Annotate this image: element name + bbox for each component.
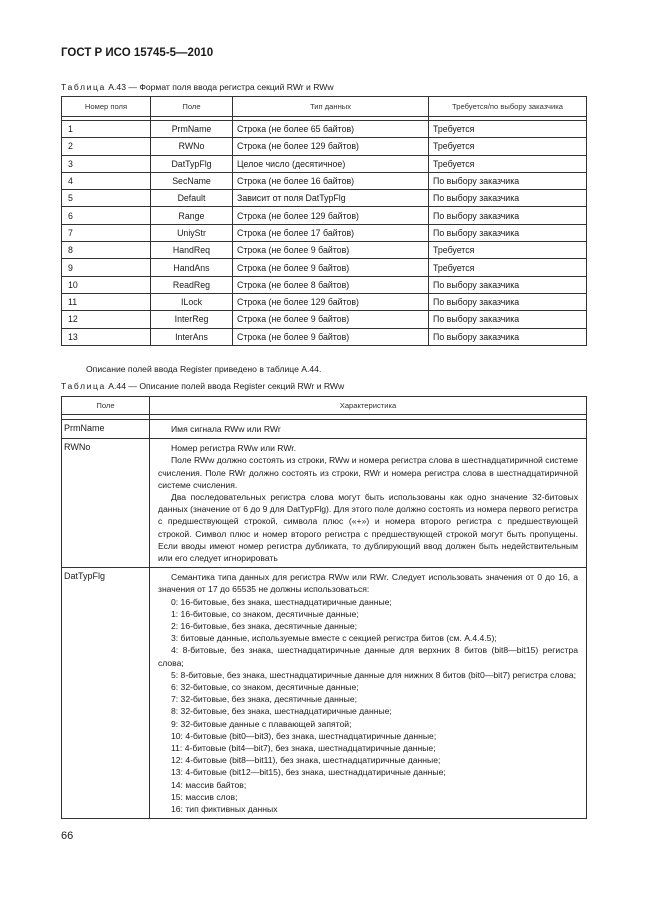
- field-number: 11: [62, 293, 151, 310]
- field-number: 5: [62, 190, 151, 207]
- field-number: 4: [62, 172, 151, 189]
- field-description: [150, 439, 587, 568]
- field-name: SecName: [151, 172, 233, 189]
- field-name: HandAns: [151, 259, 233, 276]
- table-row: [62, 121, 587, 138]
- field-number: 1: [62, 121, 151, 138]
- value-list-item: 2: 16-битовые, без знака, десятичные данные;: [171, 621, 358, 632]
- caption-prefix: Таблица: [61, 381, 106, 391]
- value-list-item: 11: 4-битовые (bit4—bit7), без знака, шестнадцатиричные данные;: [171, 743, 436, 754]
- value-list-item: 4: 8-битовые, без знака, шестнадцатиричные данные для верхних 8 битов (bit8—bit15) регистра слова;: [158, 645, 578, 668]
- requirement: Требуется: [429, 121, 587, 138]
- value-list-item: 10: 4-битовые (bit0—bit3), без знака, шестнадцатиричные данные;: [171, 730, 437, 741]
- description-paragraph: Имя сигнала RWw или RWr: [171, 424, 281, 434]
- data-type: Строка (не более 129 байтов): [233, 293, 429, 310]
- data-type: Строка (не более 129 байтов): [233, 138, 429, 155]
- data-type: Строка (не более 9 байтов): [233, 311, 429, 328]
- requirement: По выбору заказчика: [429, 276, 587, 293]
- data-type: Строка (не более 8 байтов): [233, 276, 429, 293]
- table-a43-caption: [61, 82, 334, 92]
- column-header: Характеристика: [150, 397, 587, 415]
- data-type: Строка (не более 9 байтов): [233, 242, 429, 259]
- table-reference-note: Описание полей ввода Register приведено в таблице А.44.: [86, 364, 322, 374]
- requirement: Требуется: [429, 259, 587, 276]
- table-row: [62, 242, 587, 259]
- field-name: PrmName: [62, 420, 150, 439]
- field-name: InterAns: [151, 328, 233, 345]
- field-name: ReadReg: [151, 276, 233, 293]
- data-type: Целое число (десятичное): [233, 155, 429, 172]
- field-name: PrmName: [151, 121, 233, 138]
- requirement: По выбору заказчика: [429, 172, 587, 189]
- value-list-item: 12: 4-битовые (bit8—bit11), без знака, шестнадцатиричные данные;: [171, 755, 441, 766]
- data-type: Строка (не более 17 байтов): [233, 224, 429, 241]
- page-number: 66: [61, 830, 74, 842]
- field-description: [150, 568, 587, 819]
- field-number: 7: [62, 224, 151, 241]
- table-row: [62, 293, 587, 310]
- field-name: RWNo: [62, 439, 150, 568]
- data-type: Строка (не более 9 байтов): [233, 328, 429, 345]
- table-row: [62, 439, 587, 568]
- field-number: 9: [62, 259, 151, 276]
- requirement: Требуется: [429, 242, 587, 259]
- table-row: [62, 420, 587, 439]
- value-list-item: 7: 32-битовые, без знака, десятичные данные;: [171, 694, 358, 705]
- table-row: [62, 568, 587, 819]
- table-row: [62, 207, 587, 224]
- table-a43: [61, 96, 587, 346]
- column-header: Требуется/по выбору заказчика: [429, 97, 587, 117]
- field-name: DatTypFlg: [62, 568, 150, 819]
- table-row: [62, 138, 587, 155]
- table-row: [62, 276, 587, 293]
- value-list-item: 3: битовые данные, используемые вместе с секцией регистра битов (см. А.4.4.5);: [171, 633, 497, 644]
- column-header: Номер поля: [62, 97, 151, 117]
- data-type: Строка (не более 9 байтов): [233, 259, 429, 276]
- field-number: 2: [62, 138, 151, 155]
- value-list-item: 1: 16-битовые, со знаком, десятичные данные;: [171, 608, 359, 619]
- field-name: Default: [151, 190, 233, 207]
- column-header: Поле: [62, 397, 150, 415]
- data-type: Строка (не более 16 байтов): [233, 172, 429, 189]
- field-description: [150, 420, 587, 439]
- value-list-item: 8: 32-битовые, без знака, шестнадцатиричные данные;: [171, 706, 392, 717]
- column-header: Тип данных: [233, 97, 429, 117]
- requirement: По выбору заказчика: [429, 311, 587, 328]
- field-name: Range: [151, 207, 233, 224]
- caption-prefix: Таблица: [61, 82, 106, 92]
- table-row: [62, 311, 587, 328]
- document-header: ГОСТ Р ИСО 15745-5—2010: [61, 47, 214, 59]
- requirement: По выбору заказчика: [429, 190, 587, 207]
- value-list-item: 9: 32-битовые данные с плавающей запятой;: [171, 718, 352, 729]
- table-a44-caption: [61, 381, 344, 391]
- table-row: [62, 328, 587, 345]
- value-list-item: 15: массив слов;: [171, 791, 238, 802]
- field-name: UniyStr: [151, 224, 233, 241]
- table-row: [62, 259, 587, 276]
- value-list-item: 14: массив байтов;: [171, 779, 247, 790]
- table-row: [62, 224, 587, 241]
- requirement: По выбору заказчика: [429, 293, 587, 310]
- field-number: 13: [62, 328, 151, 345]
- value-list-item: 13: 4-битовые (bit12—bit15), без знака, шестнадцатиричные данные;: [171, 767, 446, 778]
- value-list-item: 16: тип фиктивных данных: [171, 804, 278, 815]
- field-name: RWNo: [151, 138, 233, 155]
- description-paragraph: Поле RWw должно состоять из строки, RWw и номера регистра слова в шестнадцатиричной системе счисления. Поле RWr должно состоять из строки, RWr и номера регистра слова в шестнадцатиричной системе счисления.: [158, 455, 578, 490]
- field-number: 8: [62, 242, 151, 259]
- table-a44: [61, 396, 587, 819]
- requirement: Требуется: [429, 138, 587, 155]
- description-paragraph: Два последовательных регистра слова могут быть использованы как одно значение 32-битовых данных (значение от 6 до 9 для DatTypFlg). Для этого поле должно состоять из номера первого регистра с предшествующей строкой, символа плюс («+») и номера второго регистра с предшествующей строкой. Символ плюс и номер второго регистра с предшествующей строкой могут быть пропущены. Если вводы имеют номер регистра дубликата, то дублирующий ввод должен быть недействительным или его следует игнорировать: [158, 492, 578, 564]
- column-header: Поле: [151, 97, 233, 117]
- table-header-row: [62, 397, 587, 415]
- field-number: 12: [62, 311, 151, 328]
- requirement: По выбору заказчика: [429, 224, 587, 241]
- table-row: [62, 155, 587, 172]
- requirement: Требуется: [429, 155, 587, 172]
- table-header-row: [62, 97, 587, 117]
- caption-text: А.44 — Описание полей ввода Register секций RWr и RWw: [108, 381, 345, 391]
- table-row: [62, 172, 587, 189]
- field-name: HandReq: [151, 242, 233, 259]
- field-name: DatTypFlg: [151, 155, 233, 172]
- description-paragraph: Семантика типа данных для регистра RWw или RWr. Следует использовать значения от 0 до 16, а значения от 17 до 65535 не должны использоваться:: [158, 572, 578, 595]
- requirement: По выбору заказчика: [429, 328, 587, 345]
- field-number: 6: [62, 207, 151, 224]
- data-type: Строка (не более 65 байтов): [233, 121, 429, 138]
- caption-text: А.43 — Формат поля ввода регистра секций RWr и RWw: [108, 82, 334, 92]
- requirement: По выбору заказчика: [429, 207, 587, 224]
- field-name: InterReg: [151, 311, 233, 328]
- value-list-item: 5: 8-битовые, без знака, шестнадцатиричные данные для нижних 8 битов (bit0—bit7) регистра слова;: [171, 669, 576, 680]
- field-name: ILock: [151, 293, 233, 310]
- field-number: 10: [62, 276, 151, 293]
- data-type: Строка (не более 129 байтов): [233, 207, 429, 224]
- field-number: 3: [62, 155, 151, 172]
- table-row: [62, 190, 587, 207]
- value-list-item: 0: 16-битовые, без знака, шестнадцатиричные данные;: [171, 596, 392, 607]
- data-type: Зависит от поля DatTypFlg: [233, 190, 429, 207]
- value-list-item: 6: 32-битовые, со знаком, десятичные данные;: [171, 682, 359, 693]
- description-paragraph: Номер регистра RWw или RWr.: [171, 443, 297, 454]
